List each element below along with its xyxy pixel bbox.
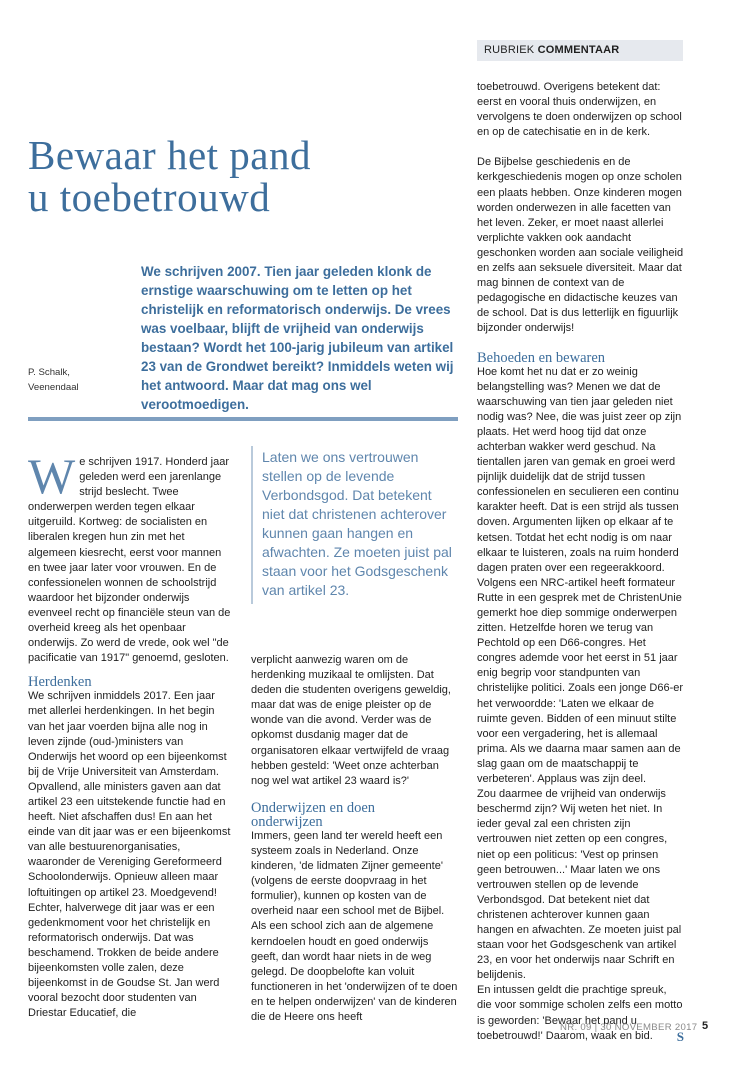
column-3 bbox=[477, 80, 684, 1044]
author-byline bbox=[28, 365, 79, 395]
author-place: Veenendaal bbox=[28, 382, 79, 393]
paragraph: verplicht aanwezig waren om de herdenking muzikaal te omlijsten. Dat deden die studenten overigens geweldig, maar dat was de enige pleister op de wonde van die avond. Verder was de opkomst dusdanig mager dat de organisatoren elkaar vertwijfeld de vraag hebben gesteld: 'Weet onze achterban nog wel wat artikel 23 waard is?' bbox=[251, 654, 451, 787]
paragraph: De Bijbelse geschiedenis en de kerkgeschiedenis mogen op onze scholen een plaats hebben. Onze kinderen mogen worden onderwezen in alle facetten van het leven. Zeker, er moet naast allerlei verplichte vakken ook aandacht geschonken worden aan sociale veiligheid en zelfs aan seksuele diversiteit. Maar dat mag binnen de context van de pedagogische en didactische keuzes van de school. Dat is dus letterlijk en figuurlijk bijzonder onderwijs! bbox=[477, 156, 684, 335]
subheading-onderwijzen: Onderwijzen en doen onderwijzen bbox=[251, 799, 376, 830]
divider-rule bbox=[28, 417, 458, 421]
section-label bbox=[477, 40, 683, 61]
column-1 bbox=[28, 448, 235, 1021]
pull-quote: Laten we ons vertrouwen stellen op de levende Verbondsgod. Dat betekent niet dat christenen achterover kunnen gaan hangen en afwachten. Ze moeten juist pal staan voor het Godsgeschenk van artikel 23. bbox=[262, 449, 452, 598]
paragraph bbox=[477, 983, 684, 1043]
paragraph: We schrijven inmiddels 2017. Een jaar met allerlei herdenkingen. In het begin van het jaar voerden bijna alle nog in leven zijnde (oud-)ministers van Onderwijs het woord op een bijeenkomst bij de Vrije Universiteit van Amsterdam. Opvallend, alle ministers gaven aan dat artikel 23 een uitstekende functie had en heeft. Niet afschaffen dus! En aan het einde van dit jaar was er een bijeenkomst van alle bestuurenorganisaties, waaronder de Vereniging Gereformeerd Schoolonderwijs. Opnieuw alleen maar loftuitingen op artikel 23. Moedgevend! bbox=[28, 690, 231, 899]
paragraph: Volgens een NRC-artikel heeft formateur Rutte in een gesprek met de ChristenUnie gemerkt hoe diep sommige onderwerpen zitten. Hetzelfde horen we terug van Pechtold op een D66-congres. Het congres ademde voor het eerst in 51 jaar enig begrip voor standpunten van christelijke politici. Zoals een jonge D66-er het verwoordde: 'Laten we elkaar de ruimte geven. Bidden of een minuut stilte voor een vergadering, het is allemaal prima. Als we daarna maar samen aan de slag gaan om de maatschappij te verbeteren'. Applaus was zijn deel. bbox=[477, 576, 684, 786]
paragraph: Immers, geen land ter wereld heeft een systeem zoals in Nederland. Onze kinderen, 'de lidmaten Zijner gemeente' (volgens de eerste doopvraag in het formulier), kunnen op kosten van de overheid naar een school met de Bijbel. Als een school zich aan de algemene kerndoelen houdt en goed onderwijs geeft, dan wordt haar niets in de weg gelegd. De doopbelofte kan voluit functioneren in het 'onderwijzen of te doen en te helpen onderwijzen' van de kinderen die de Heere ons heeft bbox=[251, 829, 458, 1023]
paragraph: Hoe komt het nu dat er zo weinig belangstelling was? Menen we dat de waarschuwing van tien jaar geleden niet nodig was? Nee, die was juist zeer op zijn plaats. Het werd hoog tijd dat onze achterban wakker werd geschud. Na tientallen jaren van gemak en groei werd pijnlijk duidelijk dat de strijd tussen confessionelen en seculieren een continu karakter heeft. Dat is een strijd als tussen doven. Argumenten lijken op elkaar af te ketsen. Totdat het echt nodig is om naar elkaar te luisteren, zoals na ruim honderd dagen praten over een regeerakkoord. bbox=[477, 365, 682, 574]
paragraph: toebetrouwd. Overigens betekent dat: eerst en vooral thuis onderwijzen, en vervolgens te doen onderwijzen op school en op de catechisatie en in de kerk. bbox=[477, 81, 682, 139]
title-line-1: Bewaar het pand bbox=[28, 132, 311, 178]
intro-lead: We schrijven 2007. Tien jaar geleden klonk de ernstige waarschuwing om te letten op het christelijk en reformatorisch onderwijs. De vrees was voelbaar, blijft de vrijheid van onderwijs bestaan? Wordt het 100-jarig jubileum van artikel 23 van de Grondwet bereikt? Inmiddels weten wij het antwoord. Maar dat mag ons wel verootmoedigen. bbox=[141, 264, 454, 412]
drop-cap: W bbox=[28, 448, 76, 504]
article-title bbox=[28, 134, 448, 218]
title-line-2: u toebetrouwd bbox=[28, 174, 271, 220]
issue-info: NR. 09 | 30 NOVEMBER 2017 bbox=[560, 1022, 698, 1033]
section-prefix: RUBRIEK bbox=[484, 44, 535, 56]
section-name: COMMENTAAR bbox=[537, 44, 620, 56]
paragraph-text: En intussen geldt die prachtige spreuk, die voor sommige scholen zelfs een motto is geworden: 'Bewaar het pand u toebetrouwd!' Daarom, waak en bid. bbox=[477, 984, 683, 1042]
column-2 bbox=[251, 653, 458, 1025]
page-number: 5 bbox=[702, 1020, 709, 1032]
paragraph-text: e schrijven 1917. Honderd jaar geleden werd een jarenlange strijd beslecht. Twee onderwerpen werden tegen elkaar uitgeruild. Kortweg: de socialisten en liberalen kregen hun zin met het algemeen kiesrecht, eerst voor mannen en twee jaar later voor vrouwen. En de confessionelen wonnen de schoolstrijd waardoor het bijzonder onderwijs evenveel recht op financiële steun van de overheid kreeg als het openbaar onderwijs. Zo werd de vrede, ook wel "de pacificatie van 1917" genoemd, gesloten. bbox=[28, 456, 231, 665]
author-name: P. Schalk, bbox=[28, 367, 70, 378]
subheading-herdenken: Herdenken bbox=[28, 674, 92, 691]
pullquote-rule bbox=[251, 446, 253, 604]
end-mark-icon: S bbox=[676, 1028, 684, 1044]
paragraph bbox=[28, 448, 235, 666]
subheading-behoeden: Behoeden en bewaren bbox=[477, 349, 606, 366]
paragraph: Echter, halverwege dit jaar was er een gedenkmoment voor het christelijk en reformatorisch onderwijs. Dat was beschamend. Trokken de beide andere bijeenkomsten volle zalen, deze bijeenkomst in de Goudse St. Jan werd vooral bezocht door studenten van Driestar Educatief, die bbox=[28, 901, 220, 1020]
paragraph: Zou daarmee de vrijheid van onderwijs beschermd zijn? Wij weten het niet. In ieder geval zal een christen zijn vertrouwen niet zetten op een congres, niet op een politicus: 'Vest op prinsen geen betrouwen...' Maar laten we ons vertrouwen stellen op de levende Verbondsgod. Dat betekent niet dat christenen achterover kunnen gaan hangen en afwachten. Ze moeten juist pal staan voor het Godsgeschenk van artikel 23, en voor het onderwijs naar Schrift en belijdenis. bbox=[477, 788, 682, 982]
